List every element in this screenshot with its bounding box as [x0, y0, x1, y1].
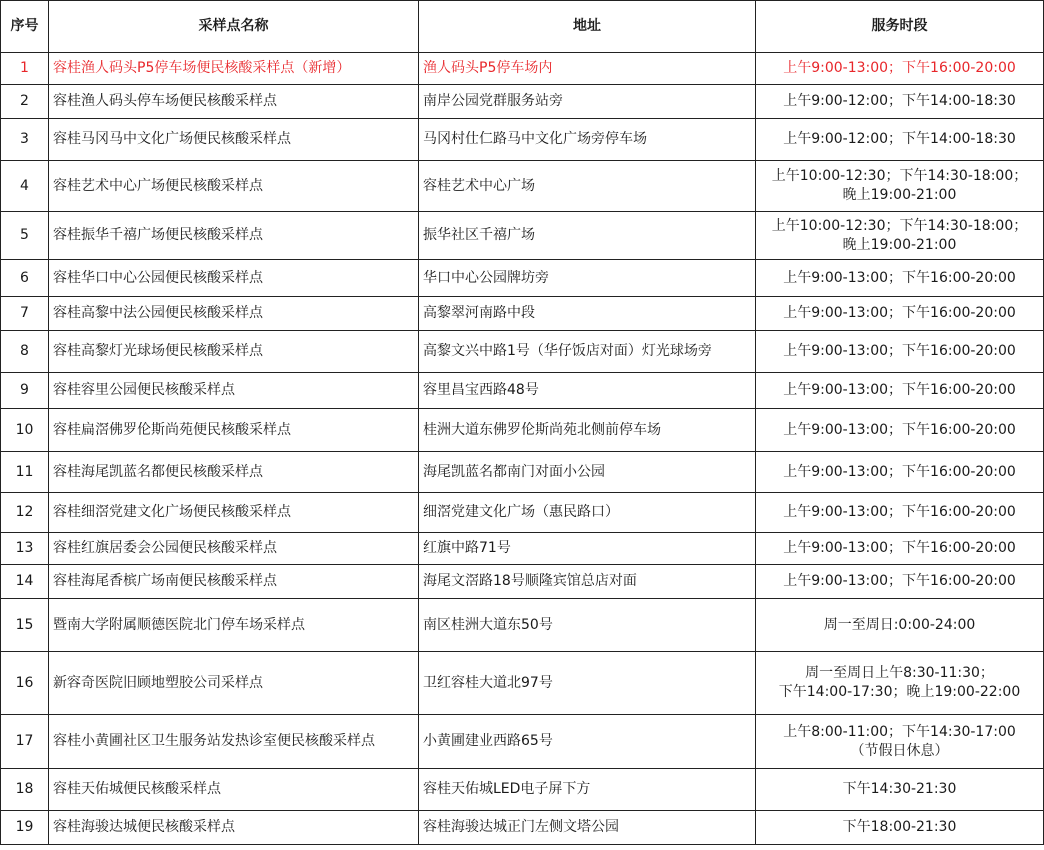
cell-no: 16: [1, 652, 49, 715]
cell-site-name: 容桂渔人码头P5停车场便民核酸采样点（新增）: [49, 53, 419, 85]
cell-site-name: 容桂天佑城便民核酸采样点: [49, 769, 419, 811]
service-hours-line: 上午9:00-13:00；下午16:00-20:00: [783, 60, 1016, 76]
cell-service-hours: [756, 565, 1044, 599]
cell-no: 9: [1, 373, 49, 409]
cell-no: 18: [1, 769, 49, 811]
cell-no: 15: [1, 599, 49, 652]
table-row: [1, 769, 1044, 811]
cell-site-name: 容桂艺术中心广场便民核酸采样点: [49, 161, 419, 212]
cell-service-hours: [756, 85, 1044, 119]
service-hours-line: 下午18:00-21:30: [842, 819, 957, 835]
service-hours-line: 上午9:00-13:00；下午16:00-20:00: [783, 504, 1016, 520]
cell-address: 海尾文滘路18号顺隆宾馆总店对面: [419, 565, 756, 599]
cell-service-hours: [756, 260, 1044, 297]
cell-service-hours: [756, 331, 1044, 373]
cell-service-hours: [756, 119, 1044, 161]
service-hours-line: 上午9:00-13:00；下午16:00-20:00: [783, 540, 1016, 556]
table-row: [1, 811, 1044, 845]
service-hours-line: 下午14:00-17:30；晚上19:00-22:00: [778, 684, 1021, 700]
cell-address: 马冈村仕仁路马中文化广场旁停车场: [419, 119, 756, 161]
cell-site-name: 容桂容里公园便民核酸采样点: [49, 373, 419, 409]
cell-no: 7: [1, 297, 49, 331]
cell-no: 5: [1, 212, 49, 260]
table-row: [1, 452, 1044, 493]
cell-service-hours: [756, 811, 1044, 845]
cell-address: 容里昌宝西路48号: [419, 373, 756, 409]
header-service-hours: 服务时段: [756, 1, 1044, 53]
cell-no: 8: [1, 331, 49, 373]
table-row: [1, 565, 1044, 599]
header-no: 序号: [1, 1, 49, 53]
cell-service-hours: [756, 212, 1044, 260]
table-row: [1, 652, 1044, 715]
cell-address: 振华社区千禧广场: [419, 212, 756, 260]
table-row: [1, 260, 1044, 297]
cell-site-name: 新容奇医院旧顾地塑胶公司采样点: [49, 652, 419, 715]
table-row: [1, 599, 1044, 652]
service-hours-line: 上午10:00-12:30；下午14:30-18:00；: [771, 168, 1028, 184]
cell-address: 细滘党建文化广场（惠民路口）: [419, 493, 756, 533]
cell-service-hours: [756, 769, 1044, 811]
cell-address: 南区桂洲大道东50号: [419, 599, 756, 652]
cell-address: 卫红容桂大道北97号: [419, 652, 756, 715]
service-hours-line: 上午9:00-13:00；下午16:00-20:00: [783, 343, 1016, 359]
cell-service-hours: [756, 533, 1044, 565]
table-body: [1, 53, 1044, 845]
cell-site-name: 容桂扁滘佛罗伦斯尚苑便民核酸采样点: [49, 409, 419, 452]
cell-site-name: 容桂振华千禧广场便民核酸采样点: [49, 212, 419, 260]
cell-no: 12: [1, 493, 49, 533]
service-hours-line: 上午9:00-12:00；下午14:00-18:30: [783, 131, 1016, 147]
service-hours-line: 周一至周日上午8:30-11:30；: [805, 665, 994, 681]
header-name: 采样点名称: [49, 1, 419, 53]
cell-site-name: 容桂高黎中法公园便民核酸采样点: [49, 297, 419, 331]
cell-no: 6: [1, 260, 49, 297]
cell-service-hours: [756, 493, 1044, 533]
table-row: [1, 373, 1044, 409]
header-address: 地址: [419, 1, 756, 53]
cell-site-name: 容桂华口中心公园便民核酸采样点: [49, 260, 419, 297]
table-row: [1, 297, 1044, 331]
cell-service-hours: [756, 452, 1044, 493]
cell-site-name: 容桂红旗居委会公园便民核酸采样点: [49, 533, 419, 565]
cell-address: 华口中心公园牌坊旁: [419, 260, 756, 297]
service-hours-line: 上午9:00-13:00；下午16:00-20:00: [783, 382, 1016, 398]
table-row: [1, 331, 1044, 373]
cell-site-name: 容桂渔人码头停车场便民核酸采样点: [49, 85, 419, 119]
service-hours-line: 晚上19:00-21:00: [842, 187, 957, 203]
cell-no: 10: [1, 409, 49, 452]
cell-site-name: 容桂马冈马中文化广场便民核酸采样点: [49, 119, 419, 161]
cell-no: 11: [1, 452, 49, 493]
cell-address: 小黄圃建业西路65号: [419, 715, 756, 769]
table-row: [1, 212, 1044, 260]
cell-site-name: 容桂高黎灯光球场便民核酸采样点: [49, 331, 419, 373]
table-row: [1, 715, 1044, 769]
cell-no: 13: [1, 533, 49, 565]
service-hours-line: 下午14:30-21:30: [842, 781, 957, 797]
table-row: [1, 119, 1044, 161]
header-row: [1, 1, 1044, 53]
service-hours-line: 上午10:00-12:30；下午14:30-18:00；: [771, 217, 1028, 234]
cell-site-name: 暨南大学附属顺德医院北门停车场采样点: [49, 599, 419, 652]
service-hours-line: 晚上19:00-21:00: [842, 236, 957, 253]
cell-no: 19: [1, 811, 49, 845]
cell-no: 2: [1, 85, 49, 119]
cell-service-hours: [756, 53, 1044, 85]
table-row: [1, 533, 1044, 565]
cell-site-name: 容桂细滘党建文化广场便民核酸采样点: [49, 493, 419, 533]
service-hours-line: 上午9:00-13:00；下午16:00-20:00: [783, 421, 1016, 438]
cell-service-hours: [756, 715, 1044, 769]
cell-service-hours: [756, 599, 1044, 652]
service-hours-line: 周一至周日:0:00-24:00: [823, 616, 976, 633]
cell-no: 3: [1, 119, 49, 161]
cell-service-hours: [756, 297, 1044, 331]
table-row: [1, 53, 1044, 85]
cell-service-hours: [756, 652, 1044, 715]
cell-address: 南岸公园党群服务站旁: [419, 85, 756, 119]
cell-address: 容桂海骏达城正门左侧文塔公园: [419, 811, 756, 845]
service-hours-line: 上午8:00-11:00；下午14:30-17:00: [783, 723, 1016, 740]
cell-site-name: 容桂海尾凯蓝名都便民核酸采样点: [49, 452, 419, 493]
table-row: [1, 161, 1044, 212]
table-row: [1, 493, 1044, 533]
cell-no: 1: [1, 53, 49, 85]
service-hours-line: 上午9:00-13:00；下午16:00-20:00: [783, 305, 1016, 321]
cell-service-hours: [756, 161, 1044, 212]
cell-address: 海尾凯蓝名都南门对面小公园: [419, 452, 756, 493]
cell-no: 4: [1, 161, 49, 212]
cell-address: 桂洲大道东佛罗伦斯尚苑北侧前停车场: [419, 409, 756, 452]
cell-site-name: 容桂小黄圃社区卫生服务站发热诊室便民核酸采样点: [49, 715, 419, 769]
service-hours-line: （节假日休息）: [850, 742, 949, 759]
table-row: [1, 85, 1044, 119]
service-hours-line: 上午9:00-12:00；下午14:00-18:30: [783, 93, 1016, 109]
table-row: [1, 409, 1044, 452]
service-hours-line: 上午9:00-13:00；下午16:00-20:00: [783, 269, 1016, 286]
cell-site-name: 容桂海骏达城便民核酸采样点: [49, 811, 419, 845]
cell-no: 14: [1, 565, 49, 599]
cell-address: 红旗中路71号: [419, 533, 756, 565]
cell-site-name: 容桂海尾香槟广场南便民核酸采样点: [49, 565, 419, 599]
cell-address: 容桂艺术中心广场: [419, 161, 756, 212]
cell-service-hours: [756, 409, 1044, 452]
cell-address: 容桂天佑城LED电子屏下方: [419, 769, 756, 811]
cell-address: 高黎文兴中路1号（华仔饭店对面）灯光球场旁: [419, 331, 756, 373]
cell-address: 高黎翠河南路中段: [419, 297, 756, 331]
cell-service-hours: [756, 373, 1044, 409]
cell-address: 渔人码头P5停车场内: [419, 53, 756, 85]
service-hours-line: 上午9:00-13:00；下午16:00-20:00: [783, 463, 1016, 480]
cell-no: 17: [1, 715, 49, 769]
service-hours-line: 上午9:00-13:00；下午16:00-20:00: [783, 573, 1016, 589]
